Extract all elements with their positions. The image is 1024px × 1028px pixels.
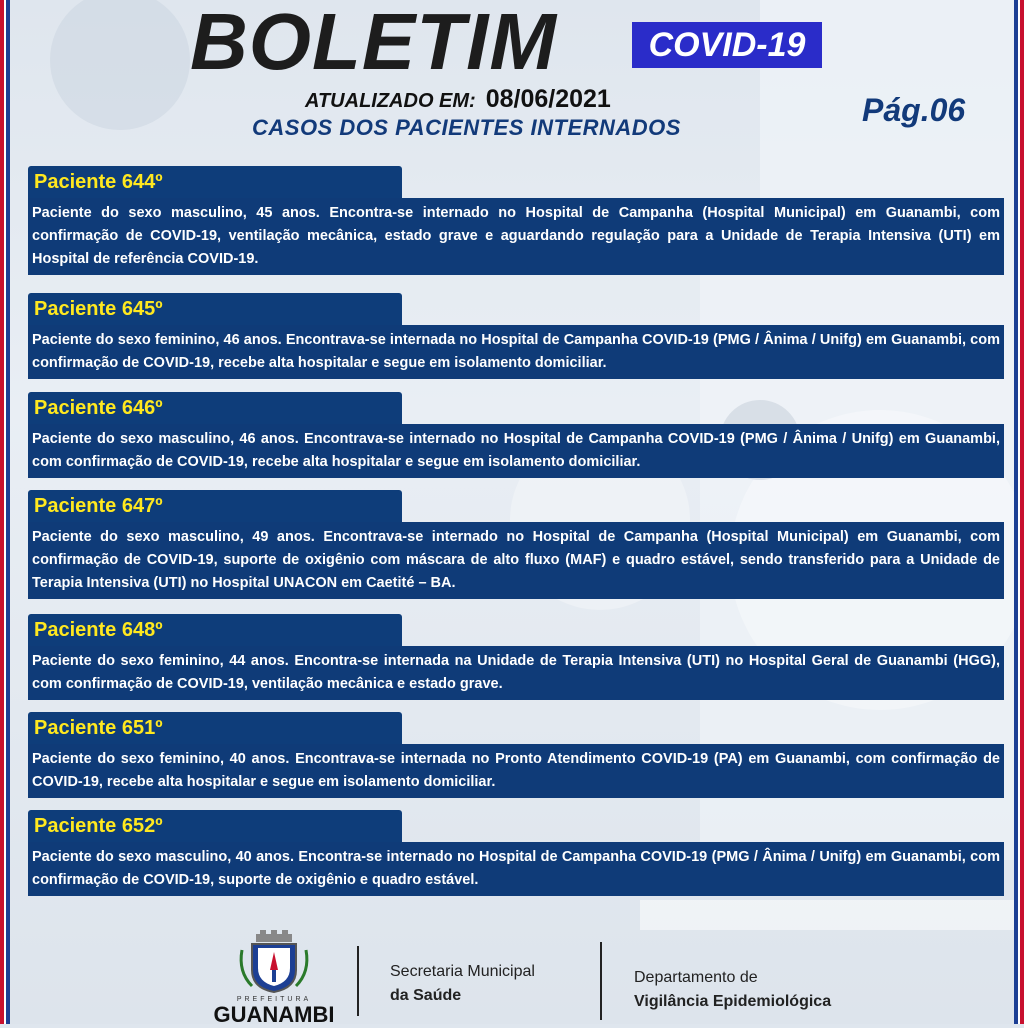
patient-title: Paciente 646º [28,392,402,424]
covid-badge: COVID-19 [632,22,822,68]
page-number: Pág.06 [862,92,966,128]
logo-prefeitura: PREFEITURA [236,996,312,1003]
patient-description: Paciente do sexo feminino, 44 anos. Encontra-se internada na Unidade de Terapia Intensiva (UTI) no Hospital Geral de Guanambi (HGG), com confirmação de COVID-19, ventilação mecânica e estado grave. [28,646,1004,700]
frame-right-stripe [1014,0,1024,1024]
dept-epidemiology-line2: Vigilância Epidemiológica [634,993,832,1010]
dept-health [390,960,535,1008]
patient-title: Paciente 647º [28,490,402,522]
patient-card [28,166,1004,275]
updated-label: ATUALIZADO EM: [305,90,476,112]
patient-card [28,614,1004,700]
dept-epidemiology-line1: Departamento de [634,969,758,986]
dept-health-line2: da Saúde [390,987,462,1004]
patient-description: Paciente do sexo feminino, 40 anos. Encontrava-se internada no Pronto Atendimento COVID-19 (PA) em Guanambi, com confirmação de COVID-19, recebe alta hospitalar e segue em isolamento domiciliar. [28,744,1004,798]
city-logo [212,930,336,1027]
patient-description: Paciente do sexo masculino, 49 anos. Encontrava-se internado no Hospital de Campanha (Hospital Municipal) em Guanambi, com confirmação de COVID-19, suporte de oxigênio com máscara de alto fluxo (MAF) e quadro estável, sendo transferido para a Unidade de Terapia Intensiva (UTI) no Hospital UNACON em Caetité – BA. [28,522,1004,599]
patient-description: Paciente do sexo masculino, 40 anos. Encontra-se internado no Hospital de Campanha COVID-19 (PMG / Ânima / Unifg) em Guanambi, com confirmação de COVID-19, suporte de oxigênio e quadro estável. [28,842,1004,896]
patient-description: Paciente do sexo feminino, 46 anos. Encontrava-se internada no Hospital de Campanha COVID-19 (PMG / Ânima / Unifg) em Guanambi, com confirmação de COVID-19, recebe alta hospitalar e segue em isolamento domiciliar. [28,325,1004,379]
patient-title: Paciente 652º [28,810,402,842]
footer-divider [600,942,602,1020]
patient-card [28,392,1004,478]
footer-divider [357,946,359,1016]
dept-epidemiology [634,966,831,1014]
updated-date: 08/06/2021 [485,85,611,113]
coat-of-arms-icon [212,930,336,996]
section-subtitle: CASOS DOS PACIENTES INTERNADOS [252,115,681,140]
updated-line [305,84,611,118]
patient-card [28,490,1004,599]
dept-health-line1: Secretaria Municipal [390,963,535,980]
patient-description: Paciente do sexo masculino, 46 anos. Encontrava-se internado no Hospital de Campanha COVID-19 (PMG / Ânima / Unifg) em Guanambi, com confirmação de COVID-19, recebe alta hospitalar e segue em isolamento domiciliar. [28,424,1004,478]
footer [0,930,1024,1027]
bulletin-title: BOLETIM [190,0,557,86]
logo-city: GUANAMBI [213,1002,335,1027]
patient-title: Paciente 648º [28,614,402,646]
patient-description: Paciente do sexo masculino, 45 anos. Encontra-se internado no Hospital de Campanha (Hospital Municipal) em Guanambi, com confirmação de COVID-19, ventilação mecânica, estado grave e aguardando regulação para a Unidade de Terapia Intensiva (UTI) em Hospital de referência COVID-19. [28,198,1004,275]
frame-left-stripe [0,0,10,1024]
patient-title: Paciente 645º [28,293,402,325]
patient-card [28,810,1004,896]
patient-title: Paciente 644º [28,166,402,198]
patient-card [28,712,1004,798]
patient-card [28,293,1004,379]
patient-title: Paciente 651º [28,712,402,744]
